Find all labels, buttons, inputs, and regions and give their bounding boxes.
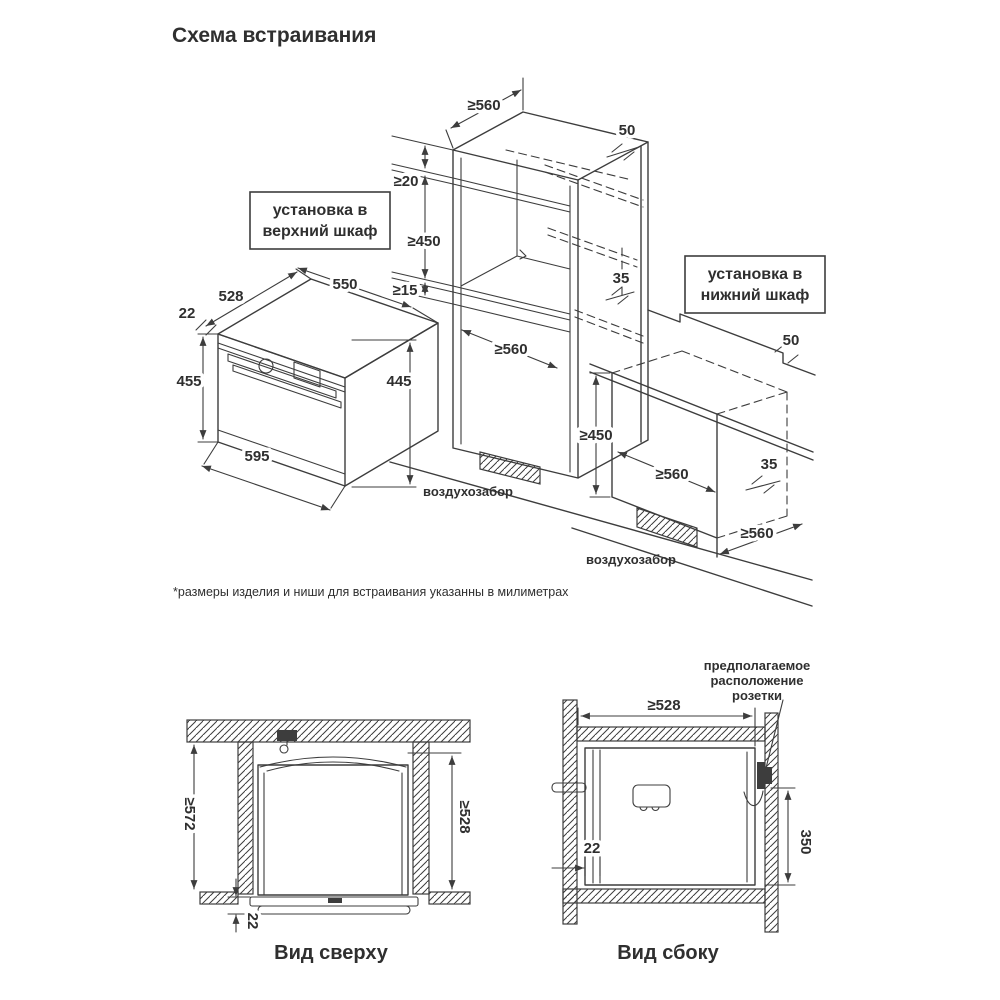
cabinet-dim-back-gap: 50	[618, 122, 636, 139]
side-view-dim-door-thickness: 22	[583, 840, 601, 857]
callout-upper-cabinet	[250, 192, 390, 249]
cabinet-vent-grille	[480, 452, 540, 484]
oven-dim-bottom-width: 595	[244, 448, 270, 465]
callout-upper-box	[250, 192, 390, 249]
oven-right-face	[345, 323, 438, 486]
cabinet-niche-interior	[461, 160, 570, 286]
side-view-bottom-panel	[563, 889, 765, 903]
page-title: Схема встраивания	[172, 24, 377, 47]
lower-dim-niche-width: ≥560	[655, 466, 689, 483]
side-view-logo-plate	[633, 785, 670, 807]
cabinet-dim-niche-height: ≥450	[407, 233, 441, 250]
callout-lower-cabinet	[685, 256, 825, 313]
callout-lower-line2: нижний шкаф	[700, 287, 810, 304]
lower-cabinet	[579, 310, 815, 567]
oven-dim-front-offset: 22	[178, 305, 196, 322]
cabinet-dim-depth: ≥560	[467, 97, 501, 114]
top-view-front-wall-right	[429, 892, 470, 904]
cabinet-dim-ticks-50	[607, 144, 639, 160]
oven-dim-extensions-445	[352, 340, 416, 487]
top-view-bracket-screw	[280, 745, 288, 753]
top-view-dim-niche-width: ≥572	[181, 797, 198, 831]
side-view-oven-body	[585, 748, 755, 885]
side-view-socket-note-line1: предполагаемое	[703, 658, 811, 673]
lower-dim-side-gap: 35	[760, 456, 778, 473]
top-view-back-wall	[187, 720, 470, 742]
oven-door-handle	[228, 354, 341, 408]
oven-display	[294, 362, 320, 387]
lower-dim-counter-gap: 50	[782, 332, 800, 349]
lower-dim-niche-height: ≥450	[579, 427, 613, 444]
cabinet-body-edges	[453, 142, 648, 478]
oven-dim-extensions-595	[204, 442, 345, 508]
lower-dim-ticks-35	[746, 476, 780, 493]
oven-dim-top-width: 550	[332, 276, 358, 293]
oven-dim-top-depth: 528	[218, 288, 244, 305]
cabinet-air-intake-label: воздухозабор	[423, 484, 513, 499]
top-view-oven-body	[258, 765, 408, 895]
side-view-socket-note-line3: розетки	[732, 688, 782, 703]
top-view	[181, 720, 473, 964]
lower-dim-niche-depth: ≥560	[740, 525, 774, 542]
callout-lower-box	[685, 256, 825, 313]
top-view-mounting-bracket	[277, 730, 297, 741]
cabinet-inner-frame	[461, 158, 570, 472]
cabinet-dim-niche-width: ≥560	[494, 341, 528, 358]
top-view-door-latch	[328, 898, 342, 903]
oven-dim-back-height: 445	[386, 373, 412, 390]
cabinet-dim-top-clearance: ≥20	[393, 173, 419, 190]
callout-upper-line2: верхний шкаф	[262, 223, 378, 240]
oven-door-line	[218, 430, 345, 474]
side-view-socket-note-line2: расположение	[710, 673, 804, 688]
top-view-front-wall-left	[200, 892, 238, 904]
cabinet-dim-bottom-clearance: ≥15	[392, 282, 418, 299]
oven-isometric	[176, 268, 438, 510]
cabinet-dim-side-gap: 35	[612, 270, 630, 287]
callout-lower-line1: установка в	[707, 266, 803, 283]
side-view	[552, 658, 814, 964]
side-view-caption: Вид сбоку	[617, 942, 719, 964]
top-view-dim-door-offset: 22	[244, 912, 261, 930]
callout-upper-line1: установка в	[272, 202, 368, 219]
cabinet-shelf-lines	[453, 178, 570, 332]
lower-vent-grille	[637, 508, 697, 547]
side-view-oven-inner-lines	[593, 750, 747, 883]
lower-air-intake-label: воздухозабор	[586, 552, 676, 567]
side-view-dim-niche-depth: ≥528	[647, 697, 681, 714]
top-view-dim-oven-depth: ≥528	[456, 800, 473, 834]
top-view-door-handle	[258, 906, 410, 914]
cabinet-dim-ticks-35	[606, 287, 634, 304]
top-view-oven-inner-lines	[264, 773, 402, 895]
oven-dim-line-595	[202, 466, 330, 510]
oven-dim-front-height: 455	[176, 373, 202, 390]
top-view-left-wall	[238, 742, 253, 894]
footnote: *размеры изделия и ниши для встраивания указанны в милиметрах	[173, 585, 569, 599]
side-view-dim-socket-height: 350	[797, 829, 814, 855]
top-view-caption: Вид сверху	[274, 942, 388, 964]
top-view-oven-top-profile	[260, 757, 406, 771]
oven-control-panel	[218, 343, 345, 392]
counter-front-edge	[590, 364, 813, 460]
top-view-right-wall	[413, 742, 429, 894]
side-view-top-panel	[577, 727, 765, 741]
cabinet-dim-extensions-left	[392, 136, 453, 304]
